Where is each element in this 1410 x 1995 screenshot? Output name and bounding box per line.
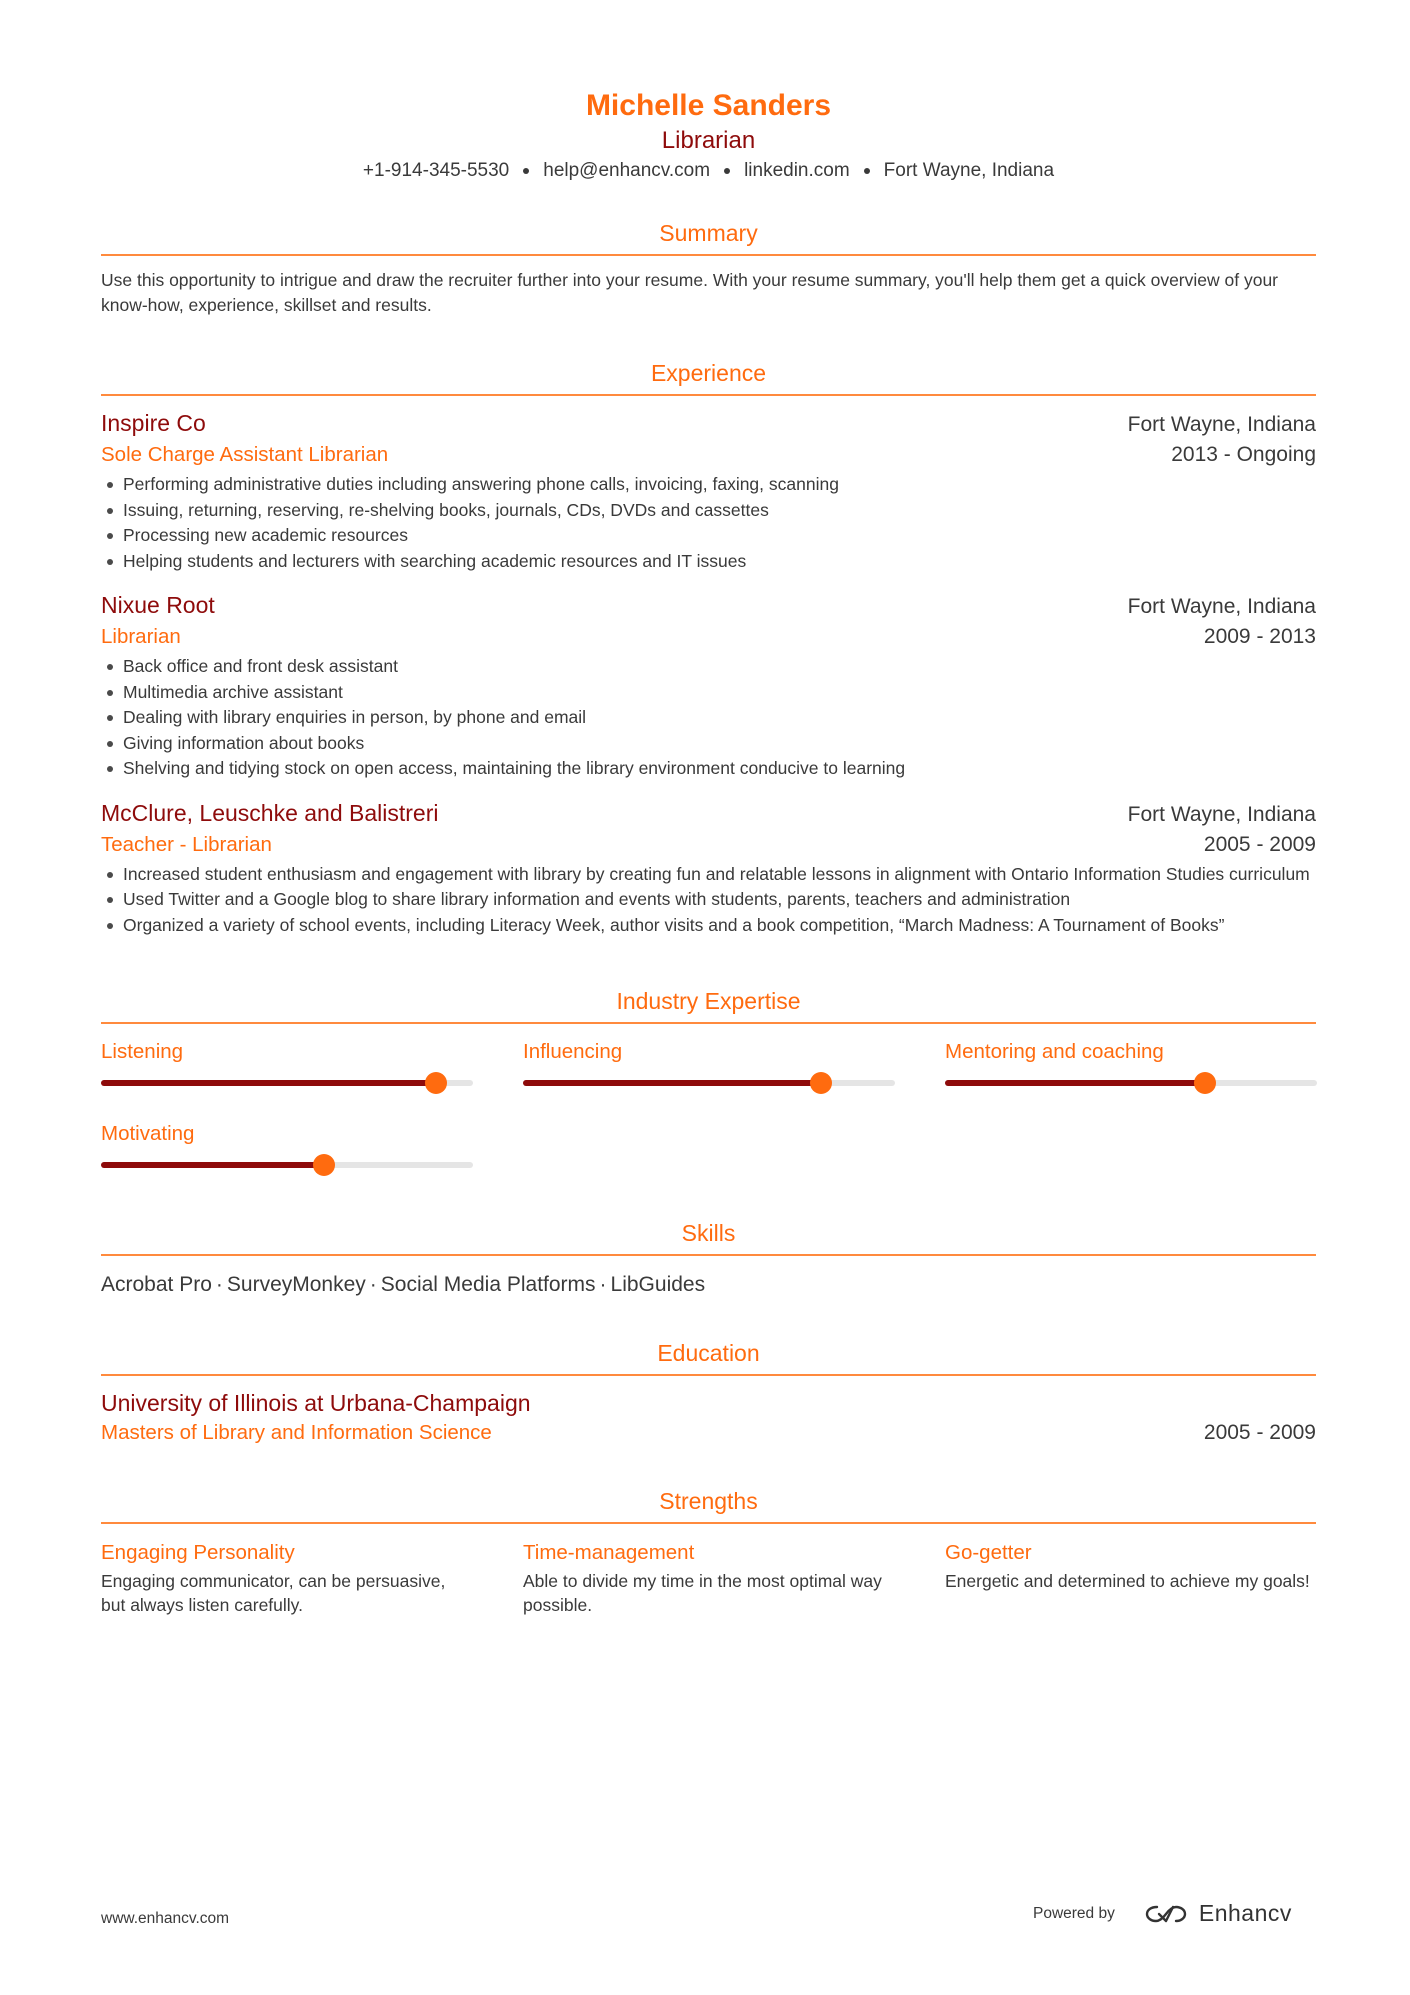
job-bullet: Issuing, returning, reserving, re-shelving books, journals, CDs, DVDs and cassettes (123, 498, 1316, 524)
job-bullet: Back office and front desk assistant (123, 654, 1316, 680)
strength-title: Time-management (523, 1541, 695, 1564)
contact-location: Fort Wayne, Indiana (883, 160, 1055, 181)
job-location: Fort Wayne, Indiana (1127, 413, 1316, 436)
expertise-bar-knob (313, 1154, 335, 1176)
skill-item: Acrobat Pro (101, 1273, 212, 1296)
strengths-grid (101, 1538, 1316, 1617)
expertise-bar-fill (101, 1162, 324, 1168)
skill-item: LibGuides (610, 1273, 706, 1296)
contact-line (101, 158, 1316, 184)
job-bullet: Processing new academic resources (123, 523, 1316, 549)
expertise-bar (101, 1080, 473, 1086)
experience-section (101, 358, 1316, 938)
expertise-bar (101, 1162, 473, 1168)
skills-list (101, 1270, 1316, 1300)
expertise-bar-knob (1194, 1072, 1216, 1094)
job-role: Librarian (101, 625, 181, 648)
job-bullet: Organized a variety of school events, including Literacy Week, author visits and a book competition, “March Madness: A Tournament of Books” (123, 913, 1316, 939)
resume-header (101, 0, 1316, 184)
section-heading-experience: Experience (101, 358, 1316, 396)
expertise-section (101, 986, 1316, 1168)
candidate-title: Librarian (661, 127, 756, 154)
contact-email[interactable]: help@enhancv.com (543, 160, 711, 181)
job-bullets (101, 654, 1316, 782)
job-entry (101, 798, 1316, 939)
section-heading-education: Education (101, 1338, 1316, 1376)
expertise-item (101, 1120, 473, 1168)
expertise-bar (945, 1080, 1317, 1086)
job-bullet: Increased student enthusiasm and engagement with library by creating fun and relatable lessons in alignment with Ontario Information Studies curriculum (123, 862, 1316, 888)
enhancv-logo[interactable] (1143, 1900, 1292, 1927)
expertise-label: Mentoring and coaching (945, 1040, 1164, 1063)
strength-description: Energetic and determined to achieve my goals! (945, 1571, 1310, 1591)
brand-name: Enhancv (1198, 1900, 1292, 1926)
expertise-item (101, 1038, 473, 1086)
expertise-bar-fill (945, 1080, 1205, 1086)
education-school: University of Illinois at Urbana-Champaign (101, 1390, 531, 1416)
strength-title: Engaging Personality (101, 1541, 295, 1564)
section-heading-skills: Skills (101, 1218, 1316, 1256)
contact-phone: +1-914-345-5530 (362, 160, 510, 181)
job-company: Inspire Co (101, 410, 206, 436)
section-heading-summary: Summary (101, 218, 1316, 256)
strength-item (101, 1538, 473, 1617)
job-role: Sole Charge Assistant Librarian (101, 443, 389, 466)
footer-website[interactable]: www.enhancv.com (101, 1910, 230, 1927)
strength-description: Engaging communicator, can be persuasive, but always listen carefully. (101, 1571, 446, 1615)
job-entry (101, 408, 1316, 574)
strength-description: Able to divide my time in the most optimal way possible. (523, 1571, 882, 1615)
job-bullet: Dealing with library enquiries in person, by phone and email (123, 705, 1316, 731)
education-degree: Masters of Library and Information Science (101, 1421, 492, 1444)
job-bullet: Shelving and tidying stock on open access, maintaining the library environment conducive to learning (123, 756, 1316, 782)
enhancv-logo-icon (1143, 1902, 1189, 1926)
job-location: Fort Wayne, Indiana (1127, 802, 1316, 826)
summary-text: Use this opportunity to intrigue and draw the recruiter further into your resume. With your resume summary, you'll help them get a quick overview of your know-how, experience, skillset and results. (101, 270, 1279, 315)
strength-item (945, 1538, 1317, 1617)
section-heading-expertise: Industry Expertise (101, 986, 1316, 1024)
strength-title: Go-getter (945, 1541, 1032, 1564)
job-bullet: Used Twitter and a Google blog to share library information and events with students, parents, teachers and administration (123, 887, 1316, 913)
section-heading-strengths: Strengths (101, 1486, 1316, 1524)
candidate-name: Michelle Sanders (585, 89, 832, 122)
expertise-bar-fill (523, 1080, 821, 1086)
skill-separator: · (369, 1273, 377, 1296)
expertise-label: Motivating (101, 1122, 195, 1145)
separator-dot (523, 168, 529, 174)
separator-dot (724, 168, 730, 174)
expertise-bar-knob (810, 1072, 832, 1094)
education-entry (101, 1388, 1316, 1448)
job-company: Nixue Root (101, 592, 215, 618)
job-dates: 2013 - Ongoing (1171, 443, 1316, 466)
separator-dot (864, 168, 870, 174)
job-bullet: Giving information about books (123, 731, 1316, 757)
job-role: Teacher - Librarian (101, 832, 272, 856)
powered-by-label: Powered by (1033, 1904, 1115, 1922)
job-dates: 2009 - 2013 (1203, 625, 1316, 648)
summary-section (101, 218, 1316, 318)
skill-item: SurveyMonkey (226, 1273, 366, 1296)
expertise-bar-fill (101, 1080, 436, 1086)
job-dates: 2005 - 2009 (1203, 832, 1316, 856)
education-dates: 2005 - 2009 (1203, 1421, 1316, 1444)
skill-item: Social Media Platforms (380, 1273, 596, 1296)
strength-item (523, 1538, 895, 1617)
contact-linkedin[interactable]: linkedin.com (744, 160, 850, 181)
expertise-item (523, 1038, 895, 1086)
job-entry (101, 590, 1316, 782)
strengths-section (101, 1486, 1316, 1617)
footer-branding (1033, 1900, 1292, 1927)
expertise-bar (523, 1080, 895, 1086)
expertise-bar-knob (425, 1072, 447, 1094)
job-bullet: Performing administrative duties including answering phone calls, invoicing, faxing, scanning (123, 472, 1316, 498)
expertise-label: Listening (101, 1040, 184, 1063)
job-bullets (101, 862, 1316, 939)
skills-section (101, 1218, 1316, 1300)
job-company: McClure, Leuschke and Balistreri (101, 799, 439, 826)
expertise-item (945, 1038, 1317, 1086)
education-section (101, 1338, 1316, 1448)
job-bullet: Helping students and lecturers with searching academic resources and IT issues (123, 549, 1316, 575)
skill-separator: · (599, 1273, 607, 1296)
job-bullet: Multimedia archive assistant (123, 680, 1316, 706)
expertise-grid (101, 1038, 1316, 1168)
resume-page (101, 0, 1316, 1995)
skill-separator: · (215, 1273, 223, 1296)
job-location: Fort Wayne, Indiana (1127, 595, 1316, 618)
expertise-label: Influencing (523, 1040, 623, 1063)
job-bullets (101, 472, 1316, 574)
